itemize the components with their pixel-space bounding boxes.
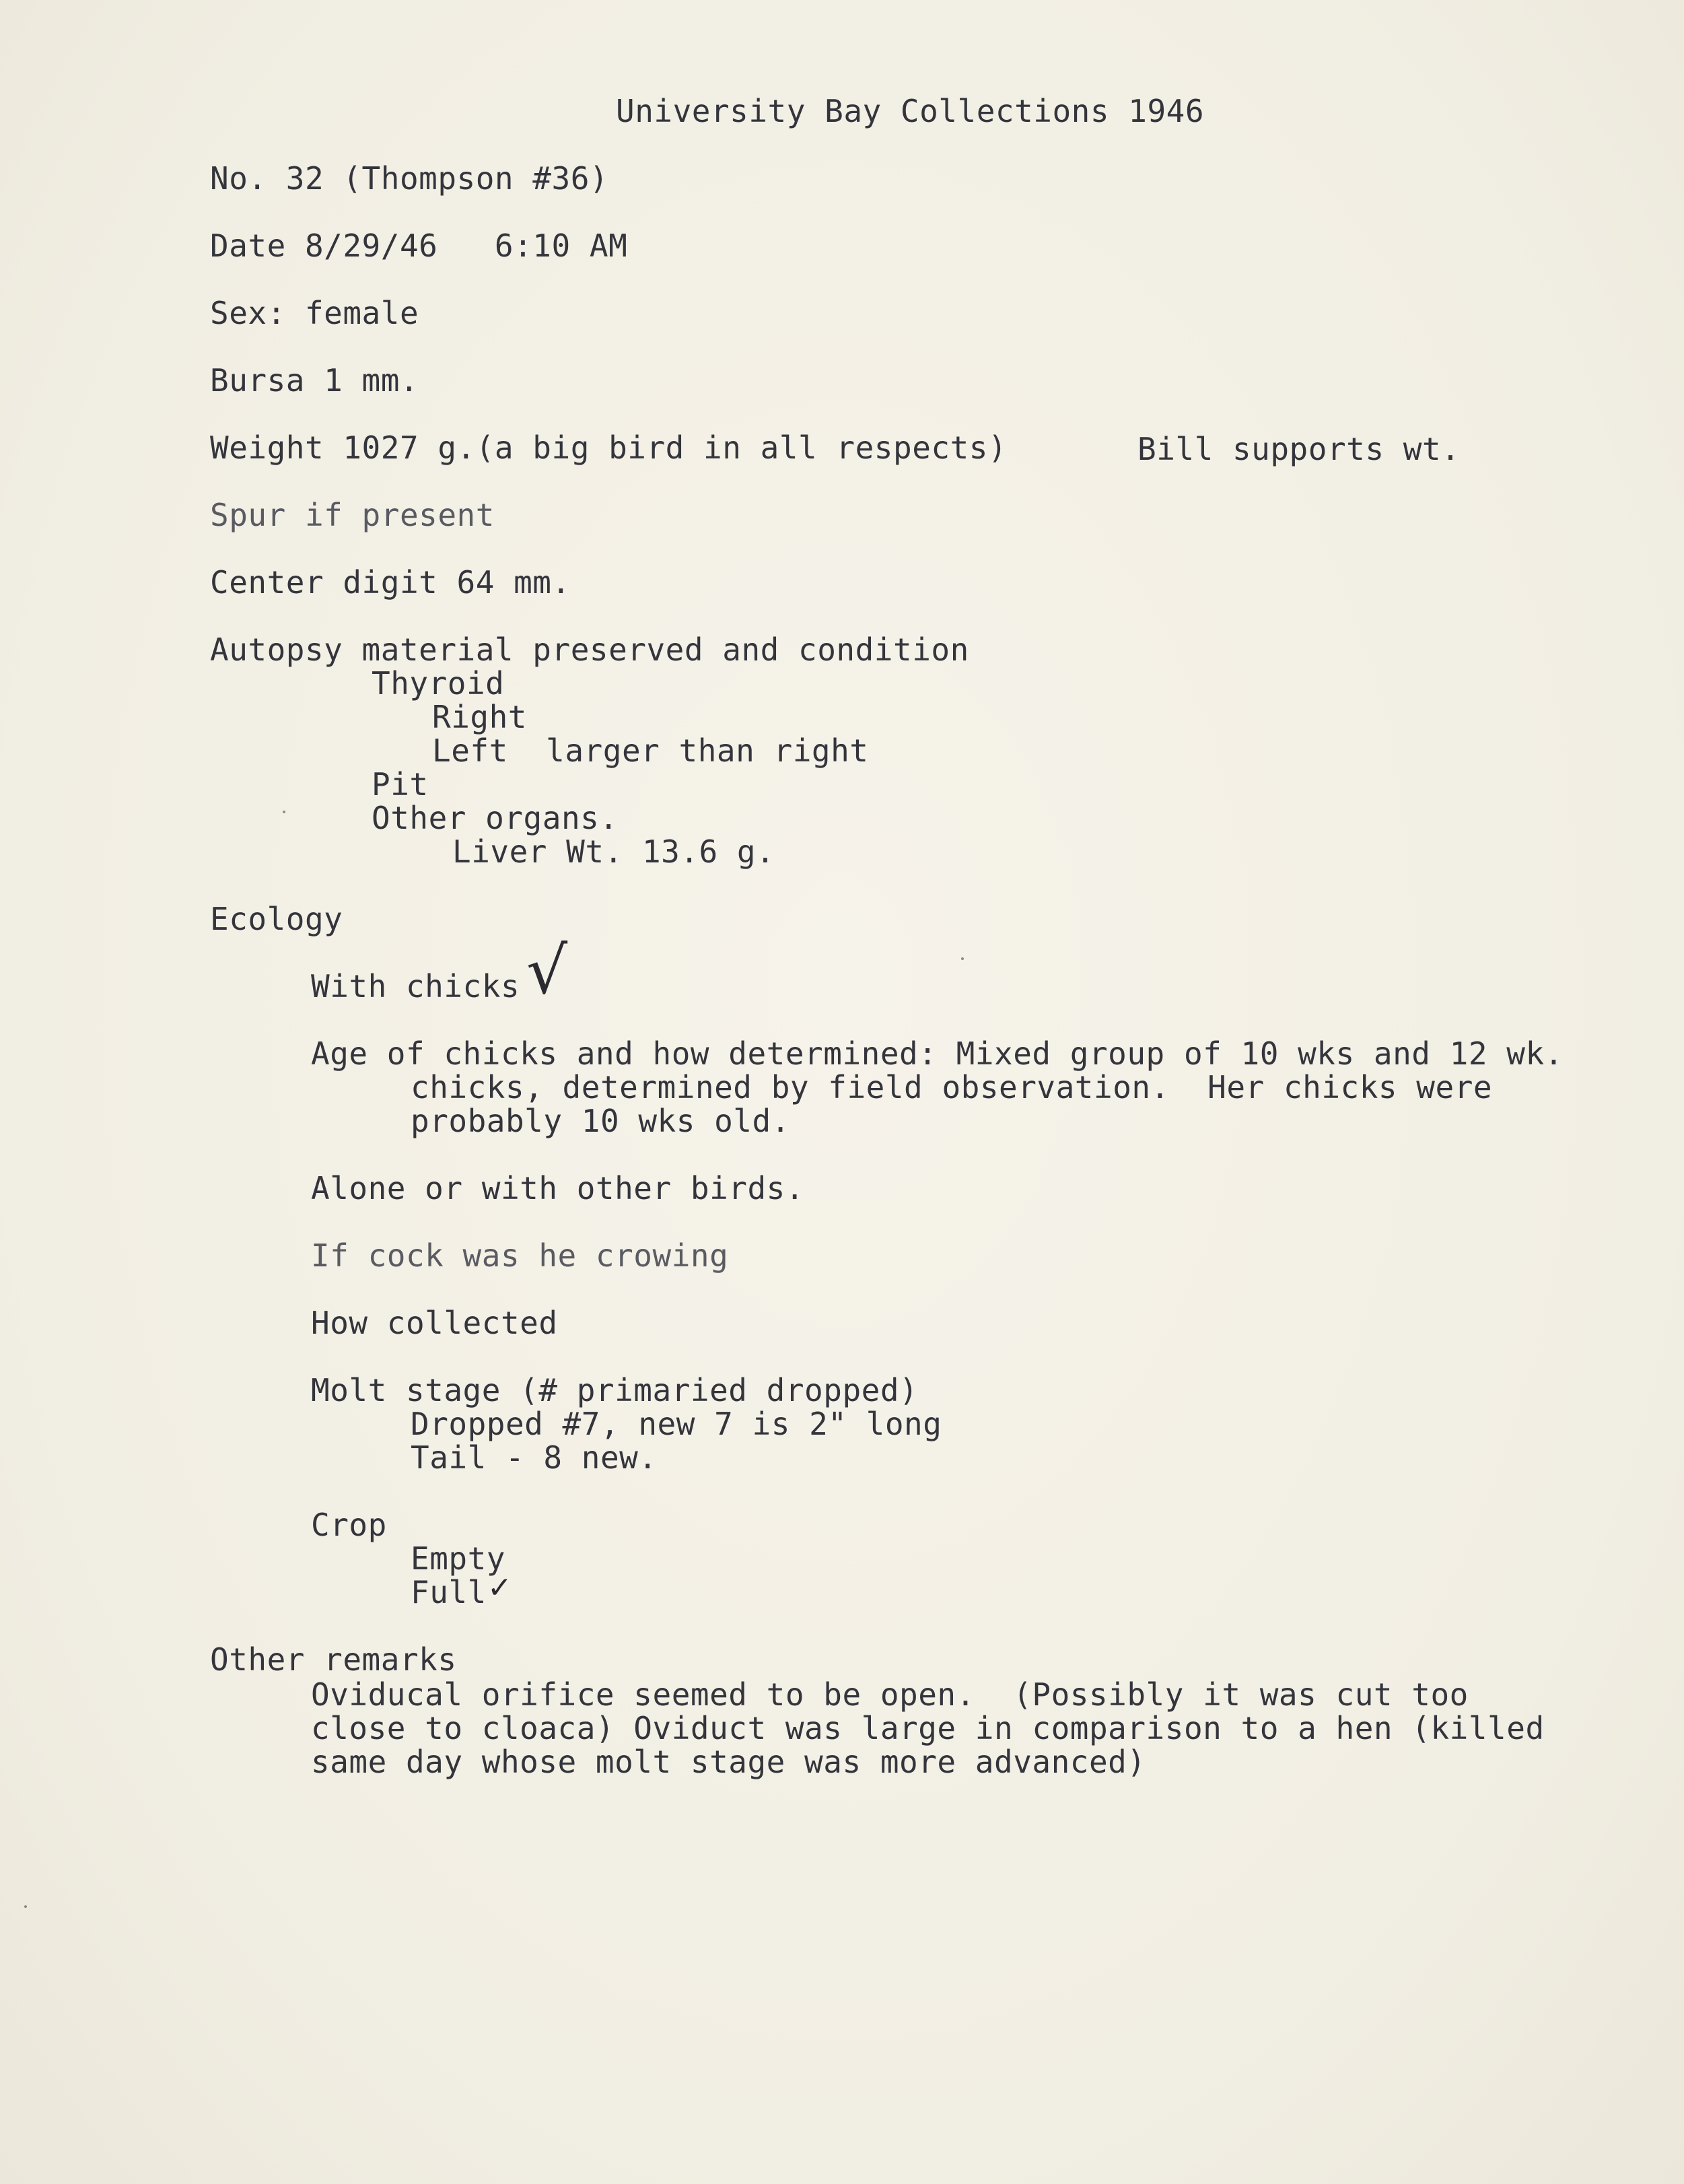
- ecology-heading: Ecology: [210, 901, 343, 937]
- ecology-molt-line-2: Dropped #7, new 7 is 2" long: [411, 1406, 942, 1442]
- ecology-age-line-1: Age of chicks and how determined: Mixed group of 10 wks and 12 wk.: [311, 1035, 1564, 1072]
- record-number: No. 32 (Thompson #36): [210, 160, 609, 197]
- ecology-alone: Alone or with other birds.: [311, 1170, 805, 1206]
- remarks-heading: Other remarks: [210, 1641, 457, 1678]
- paper-speck: [283, 811, 285, 813]
- autopsy-right: Right: [432, 699, 527, 735]
- ecology-molt-line-3: Tail - 8 new.: [411, 1439, 658, 1476]
- ecology-age-line-2: chicks, determined by field observation. Her chicks were: [411, 1069, 1493, 1105]
- autopsy-other-organs: Other organs.: [372, 800, 619, 836]
- check-mark-icon: √: [526, 933, 568, 1009]
- record-date: Date 8/29/46 6:10 AM: [210, 228, 628, 264]
- ecology-molt-line-1: Molt stage (# primaried dropped): [311, 1372, 919, 1408]
- autopsy-thyroid: Thyroid: [372, 665, 505, 702]
- ecology-crop-empty: Empty: [411, 1540, 505, 1577]
- ecology-cock: If cock was he crowing: [311, 1237, 729, 1274]
- ecology-age-line-3: probably 10 wks old.: [411, 1103, 790, 1139]
- remarks-line-1: Oviducal orifice seemed to be open. (Possibly it was cut too: [311, 1676, 1469, 1713]
- paper-speck: [961, 957, 964, 960]
- page-title: University Bay Collections 1946: [616, 93, 1205, 129]
- remarks-line-3: same day whose molt stage was more advanced): [311, 1744, 1146, 1780]
- record-center-digit: Center digit 64 mm.: [210, 564, 571, 601]
- autopsy-liver: Liver Wt. 13.6 g.: [452, 833, 775, 870]
- record-spur: Spur if present: [210, 497, 495, 533]
- paper-speck: [24, 1905, 27, 1908]
- record-weight-note: Bill supports wt.: [1137, 431, 1461, 467]
- autopsy-heading: Autopsy material preserved and condition: [210, 632, 969, 668]
- ecology-how-collected: How collected: [311, 1305, 558, 1341]
- remarks-line-2: close to cloaca) Oviduct was large in comparison to a hen (killed: [311, 1710, 1545, 1746]
- record-weight: Weight 1027 g.(a big bird in all respects): [210, 430, 1008, 466]
- autopsy-left: Left larger than right: [432, 732, 869, 769]
- ecology-crop-full: Full: [411, 1574, 487, 1610]
- ecology-crop: Crop: [311, 1507, 387, 1543]
- ecology-with-chicks: With chicks: [311, 968, 520, 1004]
- record-sex: Sex: female: [210, 295, 419, 331]
- check-mark-icon: ✓: [487, 1571, 512, 1605]
- record-bursa: Bursa 1 mm.: [210, 362, 419, 399]
- autopsy-pit: Pit: [372, 766, 429, 803]
